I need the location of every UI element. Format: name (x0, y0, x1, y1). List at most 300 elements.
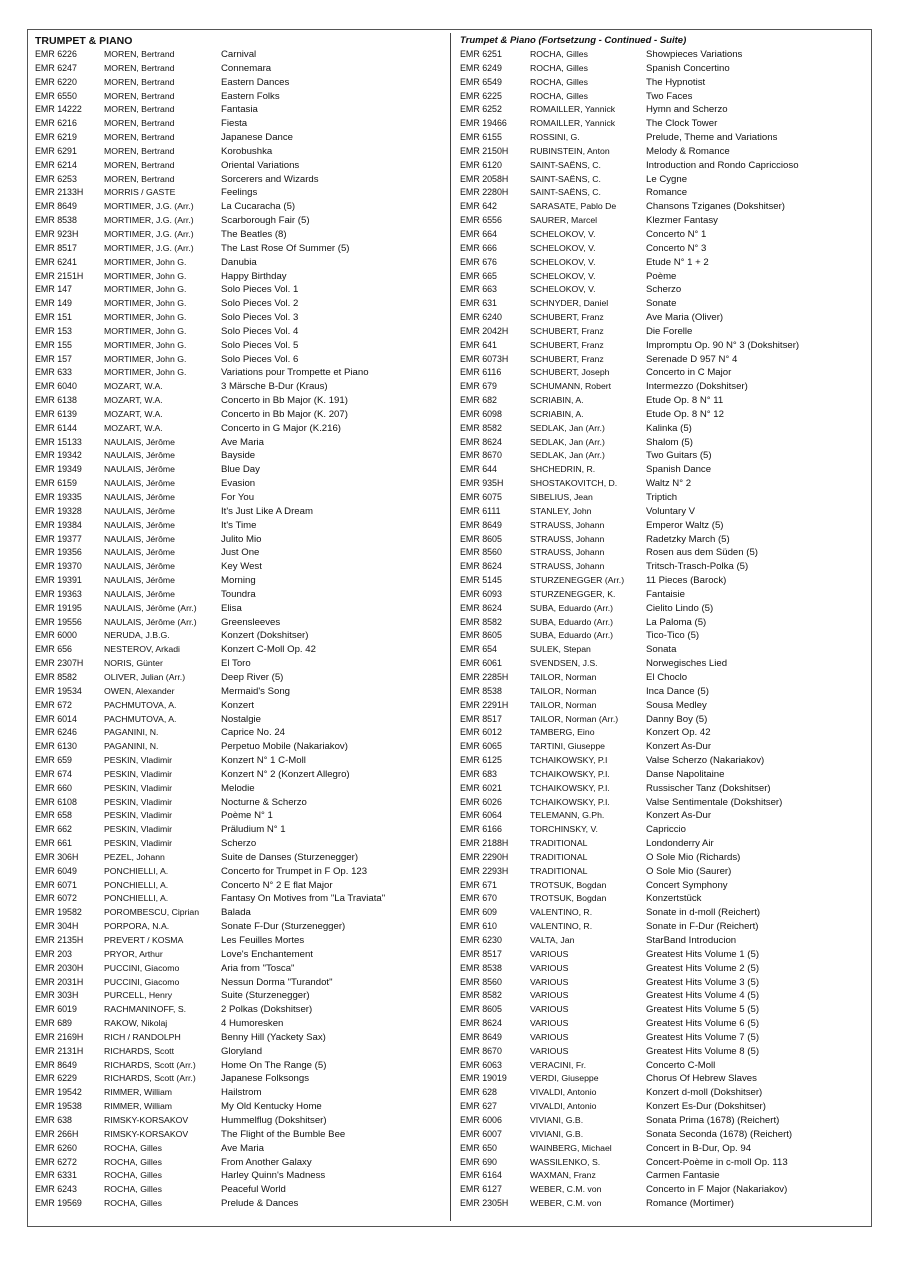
composer-name: SULEK, Stepan (530, 644, 591, 655)
catalog-number: EMR 2031H (35, 976, 84, 987)
composer-name: SCHUBERT, Franz (530, 312, 604, 323)
catalog-number: EMR 6240 (460, 312, 502, 323)
catalog-number: EMR 8582 (460, 990, 502, 1001)
composer-name: SEDLAK, Jan (Arr.) (530, 450, 605, 461)
catalog-entry (35, 270, 443, 284)
catalog-number: EMR 682 (460, 395, 497, 406)
catalog-number: EMR 6064 (460, 810, 502, 821)
catalog-number: EMR 663 (460, 284, 497, 295)
catalog-entry (460, 173, 870, 187)
catalog-number: EMR 660 (35, 782, 72, 793)
composer-name: NAULAIS, Jérôme (104, 478, 175, 489)
catalog-number: EMR 662 (35, 824, 72, 835)
piece-title: Melody & Romance (646, 145, 730, 157)
composer-name: SCHELOKOV, V. (530, 242, 596, 253)
piece-title: Greatest Hits Volume 3 (5) (646, 976, 760, 988)
piece-title: Suite de Danses (Sturzenegger) (221, 851, 359, 863)
catalog-number: EMR 628 (460, 1087, 497, 1098)
catalog-entry (460, 90, 870, 104)
catalog-entry (460, 1142, 870, 1156)
piece-title: Die Forelle (646, 325, 693, 337)
piece-title: Impromptu Op. 90 N° 3 (Dokshitser) (646, 339, 800, 351)
piece-title: Greatest Hits Volume 4 (5) (646, 990, 760, 1002)
piece-title: Concerto for Trumpet in F Op. 123 (221, 865, 368, 877)
catalog-number: EMR 6072 (35, 893, 77, 904)
left-column (35, 34, 443, 1211)
composer-name: SCHUBERT, Joseph (530, 367, 610, 378)
catalog-number: EMR 147 (35, 284, 72, 295)
catalog-number: EMR 6138 (35, 395, 77, 406)
catalog-entry (460, 616, 870, 630)
catalog-number: EMR 2285H (460, 671, 509, 682)
catalog-number: EMR 8582 (35, 671, 77, 682)
catalog-number: EMR 8670 (460, 1045, 502, 1056)
catalog-number: EMR 654 (460, 644, 497, 655)
piece-title: Russischer Tanz (Dokshitser) (646, 782, 771, 794)
catalog-number: EMR 2030H (35, 962, 84, 973)
catalog-entry (35, 422, 443, 436)
piece-title: The Last Rose Of Summer (5) (221, 242, 350, 254)
left-catalog-list (35, 48, 443, 1211)
composer-name: SEDLAK, Jan (Arr.) (530, 422, 605, 433)
composer-name: WEBER, C.M. von (530, 1198, 602, 1209)
piece-title: Fantasy On Motives from "La Traviata" (221, 893, 386, 905)
catalog-entry (460, 1183, 870, 1197)
catalog-entry (35, 713, 443, 727)
catalog-entry (460, 394, 870, 408)
catalog-entry (460, 1059, 870, 1073)
catalog-entry (460, 837, 870, 851)
piece-title: Melodie (221, 782, 255, 794)
catalog-number: EMR 19328 (35, 505, 82, 516)
piece-title: Konzert Es-Dur (Dokshitser) (646, 1101, 766, 1113)
piece-title: Nessun Dorma "Turandot" (221, 976, 333, 988)
piece-title: Waltz N° 2 (646, 478, 692, 490)
catalog-number: EMR 6226 (35, 49, 77, 59)
piece-title: Japanese Folksongs (221, 1073, 309, 1085)
composer-name: MORTIMER, John G. (104, 353, 187, 364)
piece-title: Danse Napolitaine (646, 768, 725, 780)
catalog-number: EMR 6556 (460, 215, 502, 226)
composer-name: STRAUSS, Johann (530, 533, 605, 544)
catalog-number: EMR 638 (35, 1114, 72, 1125)
catalog-entry (460, 1197, 870, 1211)
piece-title: Poème N° 1 (221, 810, 273, 822)
catalog-entry (460, 768, 870, 782)
catalog-number: EMR 15133 (35, 436, 82, 447)
catalog-number: EMR 8649 (35, 1059, 77, 1070)
catalog-number: EMR 6063 (460, 1059, 502, 1070)
composer-name: MORTIMER, John G. (104, 284, 187, 295)
piece-title: The Clock Tower (646, 118, 718, 130)
catalog-number: EMR 8582 (460, 422, 502, 433)
catalog-entry (35, 1031, 443, 1045)
piece-title: Harley Quinn's Madness (221, 1170, 326, 1182)
catalog-entry (460, 228, 870, 242)
composer-name: TELEMANN, G.Ph. (530, 810, 605, 821)
composer-name: VIVALDI, Antonio (530, 1101, 597, 1112)
composer-name: WASSILENKO, S. (530, 1156, 601, 1167)
catalog-number: EMR 149 (35, 298, 72, 309)
composer-name: WAINBERG, Michael (530, 1142, 612, 1153)
composer-name: STRAUSS, Johann (530, 547, 605, 558)
piece-title: Concerto in G Major (K.216) (221, 422, 341, 434)
catalog-entry (35, 449, 443, 463)
composer-name: RAKOW, Nikolaj (104, 1018, 168, 1029)
catalog-entry (35, 325, 443, 339)
catalog-entry (35, 366, 443, 380)
catalog-entry (35, 699, 443, 713)
catalog-entry (35, 311, 443, 325)
piece-title: Sonate (646, 298, 677, 310)
piece-title: Etude N° 1 + 2 (646, 256, 709, 268)
piece-title: Japanese Dance (221, 132, 294, 144)
composer-name: VARIOUS (530, 976, 569, 987)
catalog-entry (35, 200, 443, 214)
composer-name: SIBELIUS, Jean (530, 492, 593, 502)
catalog-number: EMR 2293H (460, 865, 509, 876)
section-heading: TRUMPET & PIANO (35, 35, 133, 47)
catalog-entry (35, 865, 443, 879)
catalog-entry (460, 906, 870, 920)
composer-name: STANLEY, John (530, 505, 592, 516)
composer-name: SCHNYDER, Daniel (530, 298, 609, 309)
catalog-number: EMR 2135H (35, 935, 84, 945)
catalog-entry (35, 920, 443, 934)
composer-name: TAILOR, Norman (530, 699, 597, 710)
catalog-entry (35, 546, 443, 560)
composer-name: ROCHA, Gilles (104, 1170, 162, 1181)
piece-title: Blue Day (221, 464, 260, 476)
piece-title: Radetzky March (5) (646, 533, 730, 545)
piece-title: Connemara (221, 62, 272, 74)
piece-title: Benny Hill (Yackety Sax) (221, 1031, 326, 1043)
composer-name: NAULAIS, Jérôme (104, 492, 175, 502)
piece-title: Tritsch-Trasch-Polka (5) (646, 561, 749, 573)
composer-name: SAINT-SAËNS, C. (530, 159, 601, 170)
composer-name: VALENTINO, R. (530, 907, 593, 918)
catalog-entry (35, 283, 443, 297)
catalog-entry (460, 117, 870, 131)
piece-title: The Hypnotist (646, 76, 706, 88)
composer-name: ROCHA, Gilles (104, 1142, 162, 1153)
composer-name: PREVERT / KOSMA (104, 935, 184, 945)
catalog-entry (35, 214, 443, 228)
piece-title: Evasion (221, 478, 256, 490)
catalog-entry (460, 477, 870, 491)
catalog-entry (460, 325, 870, 339)
piece-title: Variations pour Trompette et Piano (221, 367, 369, 379)
catalog-number: EMR 6155 (460, 132, 502, 143)
piece-title: Feelings (221, 187, 258, 199)
piece-title: Carnival (221, 49, 257, 60)
catalog-entry (460, 145, 870, 159)
composer-name: NAULAIS, Jérôme (104, 561, 175, 572)
composer-name: VARIOUS (530, 1018, 569, 1029)
catalog-entry (460, 62, 870, 76)
piece-title: Sonata Prima (1678) (Reichert) (646, 1114, 780, 1126)
catalog-entry (460, 796, 870, 810)
composer-name: NAULAIS, Jérôme (104, 505, 175, 516)
composer-name: MORTIMER, John G. (104, 256, 187, 267)
composer-name: MORTIMER, John G. (104, 325, 187, 336)
catalog-entry (460, 1128, 870, 1142)
composer-name: TAILOR, Norman (530, 671, 597, 682)
piece-title: Mermaid's Song (221, 685, 291, 697)
catalog-entry (460, 1169, 870, 1183)
piece-title: Emperor Waltz (5) (646, 519, 724, 531)
piece-title: Hailstrom (221, 1087, 262, 1099)
composer-name: ROCHA, Gilles (530, 62, 588, 73)
composer-name: PACHMUTOVA, A. (104, 699, 177, 710)
composer-name: MOREN, Bertrand (104, 76, 175, 87)
composer-name: PESKIN, Vladimir (104, 796, 173, 807)
piece-title: Solo Pieces Vol. 5 (221, 339, 299, 351)
catalog-entry (35, 602, 443, 616)
composer-name: SAINT-SAËNS, C. (530, 187, 601, 198)
composer-name: SCRIABIN, A. (530, 395, 584, 406)
catalog-number: EMR 2305H (460, 1198, 509, 1209)
composer-name: ROMAILLER, Yannick (530, 118, 616, 129)
catalog-entry (35, 533, 443, 547)
catalog-entry (35, 145, 443, 159)
piece-title: Poème (646, 270, 677, 282)
composer-name: ROCHA, Gilles (104, 1156, 162, 1167)
piece-title: Konzert d-moll (Dokshitser) (646, 1087, 763, 1099)
piece-title: Nocturne & Scherzo (221, 796, 307, 808)
catalog-number: EMR 6253 (35, 173, 77, 184)
piece-title: Scherzo (221, 838, 257, 850)
catalog-entry (460, 159, 870, 173)
piece-title: Balada (221, 907, 251, 919)
catalog-number: EMR 661 (35, 838, 72, 849)
composer-name: PUCCINI, Giacomo (104, 976, 180, 987)
composer-name: SAINT-SAËNS, C. (530, 173, 601, 184)
catalog-number: EMR 642 (460, 201, 497, 212)
catalog-number: EMR 2042H (460, 325, 509, 336)
catalog-entry (35, 62, 443, 76)
piece-title: Etude Op. 8 N° 12 (646, 408, 724, 420)
piece-title: Elisa (221, 602, 242, 614)
catalog-number: EMR 690 (460, 1156, 497, 1167)
catalog-entry (460, 1017, 870, 1031)
composer-name: SUBA, Eduardo (Arr.) (530, 630, 614, 641)
piece-title: Konzert C-Moll Op. 42 (221, 644, 316, 656)
catalog-number: EMR 666 (460, 242, 497, 253)
piece-title: Konzert As-Dur (646, 741, 712, 753)
catalog-entry (460, 685, 870, 699)
catalog-entry (460, 200, 870, 214)
piece-title: Les Feuilles Mortes (221, 935, 305, 946)
piece-title: Fantasia (221, 104, 258, 116)
catalog-number: EMR 6073H (460, 353, 509, 364)
piece-title: The Beatles (8) (221, 228, 287, 240)
catalog-entry (460, 865, 870, 879)
piece-title: 4 Humoresken (221, 1018, 284, 1030)
composer-name: NESTEROV, Arkadi (104, 644, 180, 655)
composer-name: MORTIMER, John G. (104, 367, 187, 378)
piece-title: Chansons Tziganes (Dokshitser) (646, 201, 785, 213)
composer-name: TCHAIKOWSKY, P.I. (530, 768, 610, 779)
catalog-entry (460, 546, 870, 560)
catalog-number: EMR 923H (35, 228, 79, 239)
catalog-number: EMR 6166 (460, 824, 502, 835)
catalog-number: EMR 671 (460, 879, 497, 890)
catalog-number: EMR 935H (460, 478, 504, 489)
catalog-number: EMR 6214 (35, 159, 77, 170)
composer-name: SARASATE, Pablo De (530, 201, 617, 212)
composer-name: PESKIN, Vladimir (104, 768, 173, 779)
piece-title: It's Time (221, 519, 257, 531)
catalog-entry (35, 1156, 443, 1170)
catalog-entry (35, 339, 443, 353)
composer-name: ROCHA, Gilles (530, 76, 588, 87)
catalog-number: EMR 2150H (460, 145, 509, 156)
catalog-number: EMR 650 (460, 1142, 497, 1153)
composer-name: MORTIMER, J.G. (Arr.) (104, 215, 194, 226)
catalog-number: EMR 203 (35, 948, 72, 959)
composer-name: NAULAIS, Jérôme (Arr.) (104, 602, 197, 613)
piece-title: Ave Maria (221, 1142, 265, 1154)
catalog-number: EMR 2131H (35, 1045, 84, 1056)
catalog-number: EMR 19534 (35, 685, 82, 696)
composer-name: STURZENEGGER (Arr.) (530, 575, 625, 586)
composer-name: NAULAIS, Jérôme (104, 588, 175, 599)
catalog-entry (35, 962, 443, 976)
piece-title: Happy Birthday (221, 270, 287, 282)
composer-name: TAILOR, Norman (Arr.) (530, 713, 619, 724)
catalog-number: EMR 151 (35, 312, 72, 323)
piece-title: Ave Maria (Oliver) (646, 312, 724, 324)
catalog-entry (460, 782, 870, 796)
composer-name: PACHMUTOVA, A. (104, 713, 177, 724)
composer-name: SEDLAK, Jan (Arr.) (530, 436, 605, 447)
catalog-number: EMR 8624 (460, 436, 502, 447)
composer-name: VARIOUS (530, 948, 569, 959)
composer-name: VERACINI, Fr. (530, 1059, 586, 1070)
composer-name: MORTIMER, John G. (104, 339, 187, 350)
catalog-number: EMR 6139 (35, 408, 77, 419)
catalog-entry (35, 76, 443, 90)
composer-name: SUBA, Eduardo (Arr.) (530, 616, 614, 627)
catalog-number: EMR 6007 (460, 1128, 502, 1139)
catalog-entry (35, 1183, 443, 1197)
composer-name: STURZENEGGER, K. (530, 588, 616, 599)
piece-title: Greatest Hits Volume 1 (5) (646, 948, 760, 960)
catalog-entry (35, 629, 443, 643)
piece-title: O Sole Mio (Saurer) (646, 865, 732, 877)
composer-name: PUCCINI, Giacomo (104, 962, 180, 973)
catalog-entry (460, 505, 870, 519)
catalog-number: EMR 19019 (460, 1073, 507, 1084)
composer-name: TAILOR, Norman (530, 685, 597, 696)
catalog-entry (460, 934, 870, 948)
catalog-entry (35, 588, 443, 602)
piece-title: Concert Symphony (646, 879, 728, 891)
catalog-entry (460, 602, 870, 616)
catalog-number: EMR 19349 (35, 464, 82, 475)
composer-name: VALENTINO, R. (530, 921, 593, 932)
catalog-entry (35, 173, 443, 187)
catalog-entry (35, 851, 443, 865)
catalog-entry (460, 920, 870, 934)
catalog-entry (460, 186, 870, 200)
composer-name: RUBINSTEIN, Anton (530, 145, 610, 156)
composer-name: VERDI, Giuseppe (530, 1073, 599, 1084)
catalog-number: EMR 19370 (35, 561, 82, 572)
composer-name: MORTIMER, J.G. (Arr.) (104, 228, 194, 239)
composer-name: POROMBESCU, Ciprian (104, 907, 200, 918)
catalog-entry (35, 228, 443, 242)
catalog-number: EMR 19342 (35, 450, 82, 461)
catalog-entry (35, 505, 443, 519)
catalog-entry (460, 962, 870, 976)
catalog-entry (460, 131, 870, 145)
composer-name: MOREN, Bertrand (104, 104, 175, 115)
catalog-number: EMR 6075 (460, 492, 502, 502)
piece-title: Ave Maria (221, 436, 265, 448)
catalog-number: EMR 19569 (35, 1198, 82, 1209)
piece-title: Konzert As-Dur (646, 810, 712, 822)
catalog-entry (35, 1142, 443, 1156)
composer-name: VARIOUS (530, 962, 569, 973)
catalog-entry (460, 242, 870, 256)
piece-title: Greatest Hits Volume 2 (5) (646, 962, 760, 974)
catalog-entry (35, 934, 443, 948)
catalog-number: EMR 19582 (35, 907, 82, 918)
composer-name: PONCHIELLI, A. (104, 893, 169, 904)
composer-name: OWEN, Alexander (104, 685, 175, 696)
piece-title: Caprice No. 24 (221, 727, 285, 739)
catalog-entry (460, 976, 870, 990)
piece-title: 2 Polkas (Dokshitser) (221, 1004, 313, 1016)
piece-title: Hummelflug (Dokshitser) (221, 1114, 327, 1126)
composer-name: MOREN, Bertrand (104, 49, 175, 59)
catalog-number: EMR 2058H (460, 173, 509, 184)
composer-name: MOREN, Bertrand (104, 159, 175, 170)
composer-name: ROCHA, Gilles (104, 1184, 162, 1195)
catalog-number: EMR 8624 (460, 1018, 502, 1029)
catalog-number: EMR 659 (35, 755, 72, 766)
catalog-entry (35, 1100, 443, 1114)
piece-title: Korobushka (221, 145, 273, 157)
composer-name: VIVIANI, G.B. (530, 1128, 584, 1139)
composer-name: SCHELOKOV, V. (530, 256, 596, 267)
catalog-number: EMR 19466 (460, 118, 507, 129)
piece-title: Präludium N° 1 (221, 824, 286, 836)
catalog-entry (35, 1086, 443, 1100)
catalog-entry (460, 408, 870, 422)
piece-title: StarBand Introducion (646, 935, 737, 946)
composer-name: ROCHA, Gilles (104, 1198, 162, 1209)
piece-title: Key West (221, 561, 262, 573)
catalog-number: EMR 2307H (35, 658, 84, 669)
composer-name: MORTIMER, John G. (104, 312, 187, 323)
piece-title: Concerto N° 3 (646, 242, 707, 254)
catalog-entry (35, 726, 443, 740)
composer-name: SHOSTAKOVITCH, D. (530, 478, 618, 489)
catalog-number: EMR 19363 (35, 588, 82, 599)
catalog-number: EMR 19538 (35, 1101, 82, 1112)
composer-name: RICHARDS, Scott (104, 1045, 174, 1056)
catalog-entry (460, 1031, 870, 1045)
piece-title: Solo Pieces Vol. 2 (221, 298, 299, 310)
piece-title: Concerto N° 2 E flat Major (221, 879, 333, 891)
piece-title: Concerto in Bb Major (K. 207) (221, 408, 348, 420)
catalog-number: EMR 8538 (460, 685, 502, 696)
catalog-entry (460, 892, 870, 906)
catalog-entry (460, 948, 870, 962)
